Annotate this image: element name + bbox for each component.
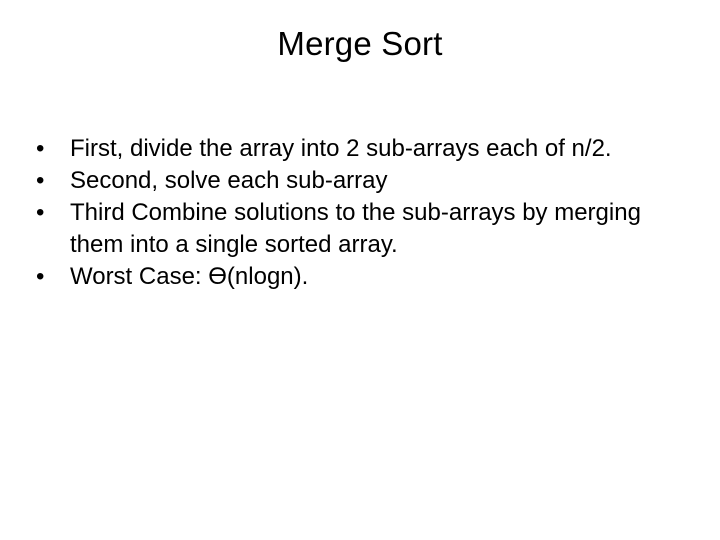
bullet-text: First, divide the array into 2 sub-arrays each of n/2. [70, 135, 612, 162]
bullet-marker: • [36, 263, 45, 290]
bullet-text: Second, solve each sub-array [70, 167, 388, 194]
bullet-marker: • [36, 135, 45, 162]
bullet-item [36, 261, 686, 293]
bullet-item [36, 165, 686, 197]
bullet-marker: • [36, 199, 45, 226]
bullet-item [36, 133, 686, 165]
bullet-marker: • [36, 167, 45, 194]
slide-title: Merge Sort [277, 25, 443, 62]
bullet-list [36, 133, 686, 293]
bullet-item [36, 197, 686, 261]
bullet-text: Worst Case: Ɵ(nlogn). [70, 263, 309, 290]
bullet-text: Third Combine solutions to the sub-arrays by merging them into a single sorted array. [70, 199, 641, 258]
